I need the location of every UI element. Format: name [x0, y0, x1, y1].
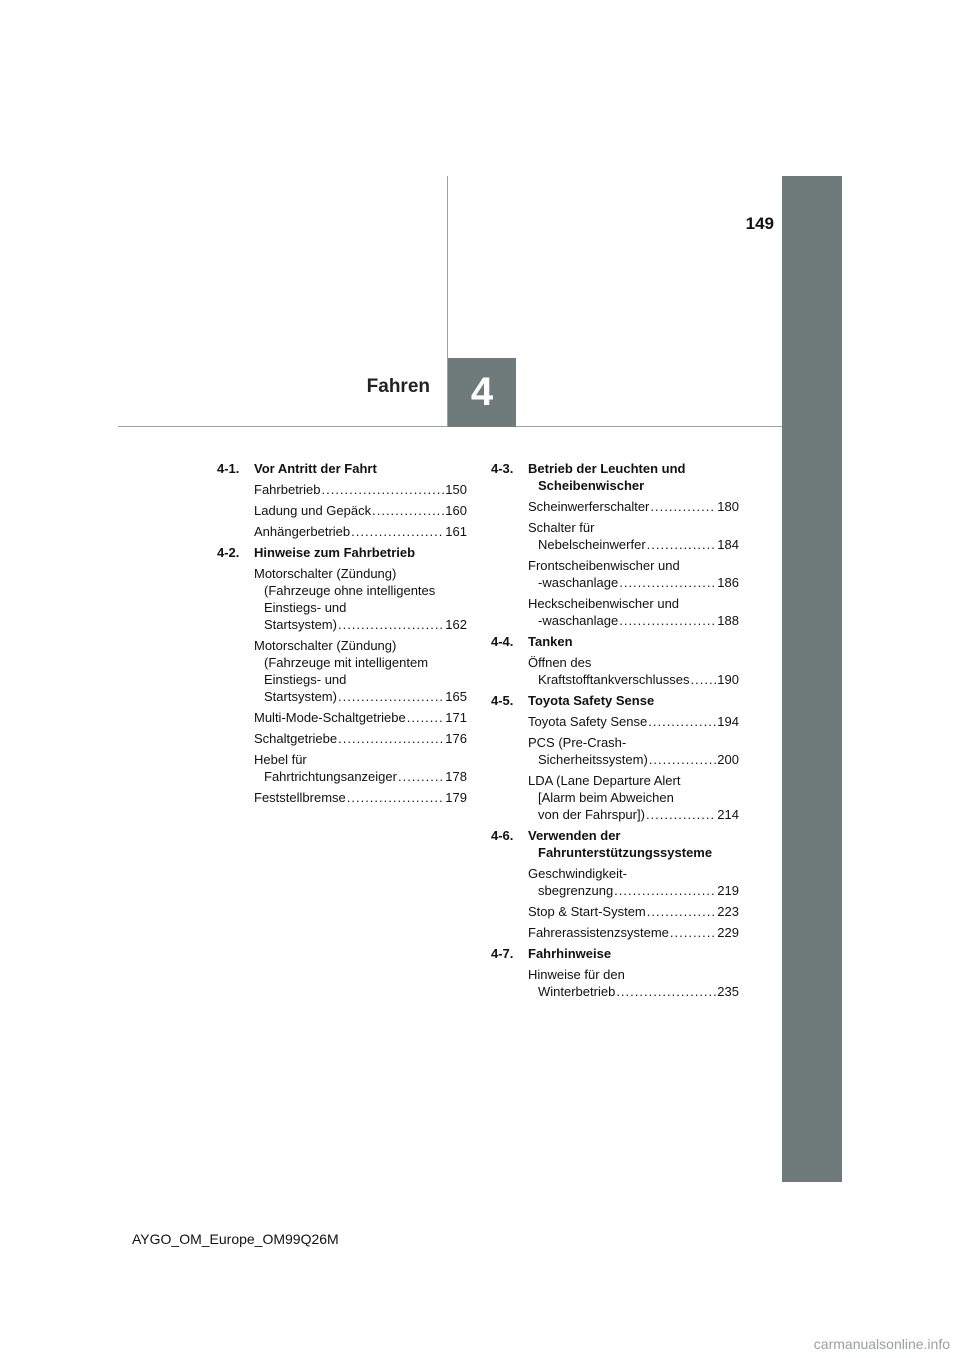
entry-text-line: (Fahrzeuge mit intelligentem	[264, 655, 429, 670]
section-title-line: Fahrunterstützungssysteme	[538, 845, 713, 860]
entry-page-number: 162	[445, 617, 467, 632]
toc-entry[interactable]	[254, 523, 467, 540]
toc-entry[interactable]	[528, 772, 739, 823]
entry-page-number: 176	[445, 731, 467, 746]
entry-text-line: PCS (Pre-Crash-	[528, 735, 627, 750]
toc-section	[491, 945, 739, 1000]
dot-leader	[351, 523, 444, 540]
entry-text-line: [Alarm beim Abweichen	[538, 790, 674, 805]
toc-column-left	[217, 460, 467, 810]
section-title-line: Hinweise zum Fahrbetrieb	[254, 545, 416, 560]
entry-text-line: Hebel für	[254, 752, 307, 767]
entry-text-line: Stop & Start-System	[528, 904, 646, 919]
entry-text-line: LDA (Lane Departure Alert	[528, 773, 681, 788]
chapter-title: Fahren	[366, 376, 430, 397]
entry-page-number: 200	[717, 752, 739, 767]
dot-leader	[338, 616, 444, 633]
page-number: 149	[745, 214, 774, 233]
entry-text-line: Schaltgetriebe	[254, 731, 338, 746]
toc-entry[interactable]	[528, 557, 739, 591]
section-title-line: Verwenden der	[528, 828, 621, 843]
toc-section	[491, 460, 739, 629]
entry-text-line: sbegrenzung	[538, 883, 614, 898]
section-title	[528, 633, 739, 650]
toc-entry[interactable]	[528, 966, 739, 1000]
entry-text-line: Toyota Safety Sense	[528, 714, 648, 729]
entry-text-line: Kraftstofftankverschlusses	[538, 672, 690, 687]
dot-leader	[338, 730, 444, 747]
entry-text-line: Einstiegs- und	[264, 600, 347, 615]
entry-text-line: Nebelscheinwerfer	[538, 537, 646, 552]
section-title	[528, 945, 739, 962]
entry-text-line: Schalter für	[528, 520, 595, 535]
toc-section	[491, 827, 739, 941]
section-heading	[217, 460, 467, 477]
section-number: 4-6.	[491, 828, 514, 843]
entry-text-line: Startsystem)	[264, 689, 337, 704]
section-title-line: Toyota Safety Sense	[528, 693, 655, 708]
entry-page-number: 229	[717, 925, 739, 940]
dot-leader	[347, 789, 445, 806]
entry-page-number: 160	[445, 503, 467, 518]
entry-page-number: 179	[445, 790, 467, 805]
dot-leader	[321, 481, 444, 498]
entry-text-line: Öffnen des	[528, 655, 592, 670]
dot-leader	[646, 806, 716, 823]
footer-doc-id: AYGO_OM_Europe_OM99Q26M	[132, 1231, 339, 1247]
entry-text-line: Startsystem)	[264, 617, 337, 632]
chapter-side-tab	[782, 176, 842, 1182]
section-heading	[491, 460, 739, 494]
entry-text-line: Einstiegs- und	[264, 672, 347, 687]
chapter-number-box: 4	[448, 358, 516, 427]
section-title	[528, 827, 739, 861]
entry-page-number: 184	[717, 537, 739, 552]
toc-entry[interactable]	[254, 789, 467, 806]
entry-text-line: Winterbetrieb	[538, 984, 616, 999]
entry-text-line: Hinweise für den	[528, 967, 625, 982]
dot-leader	[616, 983, 716, 1000]
toc-entry[interactable]	[528, 924, 739, 941]
toc-section	[491, 633, 739, 688]
dot-leader	[649, 751, 716, 768]
entry-text-line: Anhängerbetrieb	[254, 524, 351, 539]
dot-leader	[338, 688, 444, 705]
section-title-line: Fahrhinweise	[528, 946, 612, 961]
entry-text-line: Sicherheitssystem)	[538, 752, 648, 767]
entry-page-number: 235	[717, 984, 739, 999]
entry-text-line: Scheinwerferschalter	[528, 499, 650, 514]
entry-text-line: Ladung und Gepäck	[254, 503, 372, 518]
entry-page-number: 150	[445, 482, 467, 497]
entry-text-line: Multi-Mode-Schaltgetriebe	[254, 710, 406, 725]
section-number: 4-2.	[217, 545, 240, 560]
toc-entry[interactable]	[254, 730, 467, 747]
section-heading	[491, 827, 739, 861]
entry-page-number: 194	[717, 714, 739, 729]
toc-column-right	[491, 460, 739, 1004]
entry-text-line: Feststellbremse	[254, 790, 346, 805]
entry-text-line: -waschanlage	[538, 613, 619, 628]
dot-leader	[407, 709, 445, 726]
entry-page-number: 186	[717, 575, 739, 590]
entry-text-line: Frontscheibenwischer und	[528, 558, 680, 573]
toc-section	[217, 460, 467, 540]
entry-page-number: 188	[717, 613, 739, 628]
entry-text-line: Motorschalter (Zündung)	[254, 566, 397, 581]
dot-leader	[691, 671, 717, 688]
toc-section	[217, 544, 467, 806]
section-title-line: Tanken	[528, 634, 573, 649]
entry-text-line: von der Fahrspur])	[538, 807, 645, 822]
entry-text-line: Fahrtrichtungsanzeiger	[264, 769, 397, 784]
dot-leader	[398, 768, 444, 785]
section-heading	[491, 633, 739, 650]
entry-text-line: Fahrerassistenzsysteme	[528, 925, 669, 940]
dot-leader	[647, 903, 717, 920]
section-title-line: Betrieb der Leuchten und	[528, 461, 686, 476]
entry-page-number: 171	[445, 710, 467, 725]
toc-entry[interactable]	[254, 565, 467, 633]
section-title	[528, 460, 739, 494]
dot-leader	[670, 924, 716, 941]
section-number: 4-4.	[491, 634, 514, 649]
section-title	[254, 544, 467, 561]
toc-entry[interactable]	[528, 713, 739, 730]
dot-leader	[614, 882, 716, 899]
toc-entry[interactable]	[254, 637, 467, 705]
entry-page-number: 190	[717, 672, 739, 687]
toc-entry[interactable]	[254, 481, 467, 498]
toc-entry[interactable]	[254, 751, 467, 785]
entry-text-line: Heckscheibenwischer und	[528, 596, 680, 611]
entry-text-line: Motorschalter (Zündung)	[254, 638, 397, 653]
section-heading	[217, 544, 467, 561]
entry-page-number: 178	[445, 769, 467, 784]
entry-text-line: Fahrbetrieb	[254, 482, 321, 497]
section-number: 4-3.	[491, 461, 514, 476]
section-number: 4-7.	[491, 946, 514, 961]
dot-leader	[647, 536, 717, 553]
section-title-line: Vor Antritt der Fahrt	[254, 461, 377, 476]
toc-entry[interactable]	[528, 903, 739, 920]
section-title-line: Scheibenwischer	[538, 478, 645, 493]
entry-text-line: Geschwindigkeit-	[528, 866, 627, 881]
toc-entry[interactable]	[254, 709, 467, 726]
dot-leader	[619, 612, 716, 629]
dot-leader	[619, 574, 716, 591]
toc-section	[491, 692, 739, 823]
entry-page-number: 223	[717, 904, 739, 919]
entry-page-number: 219	[717, 883, 739, 898]
dot-leader	[650, 498, 716, 515]
section-number: 4-5.	[491, 693, 514, 708]
entry-page-number: 165	[445, 689, 467, 704]
toc-entry[interactable]	[528, 595, 739, 629]
toc-entry[interactable]	[528, 734, 739, 768]
toc-entry[interactable]	[528, 519, 739, 553]
entry-page-number: 214	[717, 807, 739, 822]
watermark: carmanualsonline.info	[813, 1336, 950, 1352]
toc-entry[interactable]	[528, 865, 739, 899]
section-title	[528, 692, 739, 709]
dot-leader	[648, 713, 716, 730]
entry-text-line: (Fahrzeuge ohne intelligentes	[264, 583, 436, 598]
entry-page-number: 180	[717, 499, 739, 514]
entry-text-line: -waschanlage	[538, 575, 619, 590]
toc-entry[interactable]	[528, 654, 739, 688]
toc-entry[interactable]	[254, 502, 467, 519]
toc-entry[interactable]	[528, 498, 739, 515]
section-title	[254, 460, 467, 477]
dot-leader	[372, 502, 444, 519]
entry-page-number: 161	[445, 524, 467, 539]
section-number: 4-1.	[217, 461, 240, 476]
section-heading	[491, 692, 739, 709]
section-heading	[491, 945, 739, 962]
